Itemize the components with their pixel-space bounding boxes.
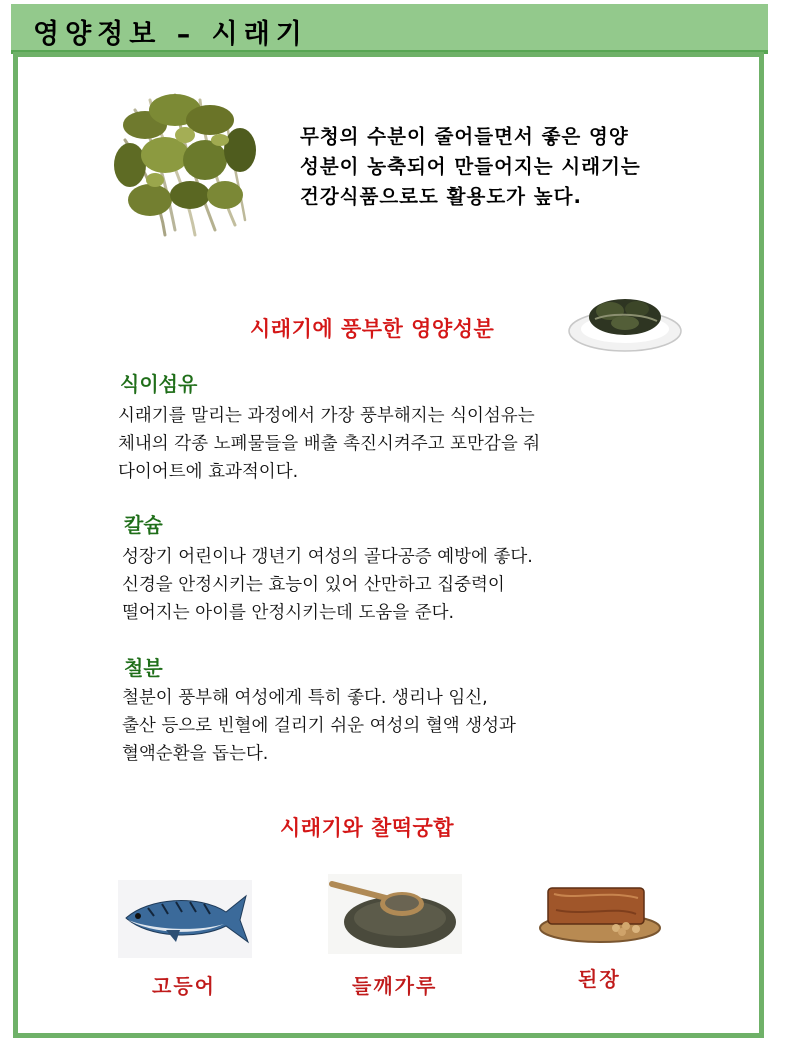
plated-siraegi-image [565,283,683,355]
page-header [11,4,768,50]
desc-line: 다이어트에 효과적이다. [118,462,299,482]
nutrient-name-fiber: 식이섬유 [120,372,198,396]
desc-line: 출산 등으로 빈혈에 걸리기 쉬운 여성의 혈액 생성과 [122,716,516,736]
pairing-section-title: 시래기와 찰떡궁합 [280,816,455,840]
food-label-perilla: 들깨가루 [352,974,438,998]
page-title: 영양정보 – 시래기 [33,19,308,50]
doenjang-image [536,880,664,944]
desc-line: 체내의 각종 노폐물들을 배출 촉진시켜주고 포만감을 줘 [118,434,541,454]
desc-line: 혈액순환을 돕는다. [122,744,269,764]
desc-line: 신경을 안정시키는 효능이 있어 산만하고 집중력이 [122,575,505,595]
intro-line: 성분이 농축되어 만들어지는 시래기는 [300,155,641,178]
intro-line: 건강식품으로도 활용도가 높다. [300,185,582,208]
desc-line: 성장기 어린이나 갱년기 여성의 골다공증 예방에 좋다. [122,547,533,567]
desc-line: 떨어지는 아이를 안정시키는데 도움을 준다. [122,603,455,623]
perilla-powder-image [328,874,462,954]
nutrient-name-calcium: 칼슘 [124,513,163,537]
nutrient-name-iron: 철분 [124,656,163,680]
nutrient-desc-calcium [122,543,533,627]
siraegi-bundle-image [105,80,265,245]
desc-line: 시래기를 말리는 과정에서 가장 풍부해지는 식이섬유는 [118,406,535,426]
nutrient-desc-fiber [118,402,540,486]
desc-line: 철분이 풍부해 여성에게 특히 좋다. 생리나 임신, [122,688,488,708]
intro-line: 무청의 수분이 줄어들면서 좋은 영양 [300,125,629,148]
food-label-mackerel: 고등어 [152,974,216,998]
intro-text [300,122,720,212]
mackerel-image [118,880,252,958]
nutrient-desc-iron [122,684,516,768]
nutrients-section-title: 시래기에 풍부한 영양성분 [250,317,495,341]
food-label-doenjang: 된장 [578,967,621,991]
